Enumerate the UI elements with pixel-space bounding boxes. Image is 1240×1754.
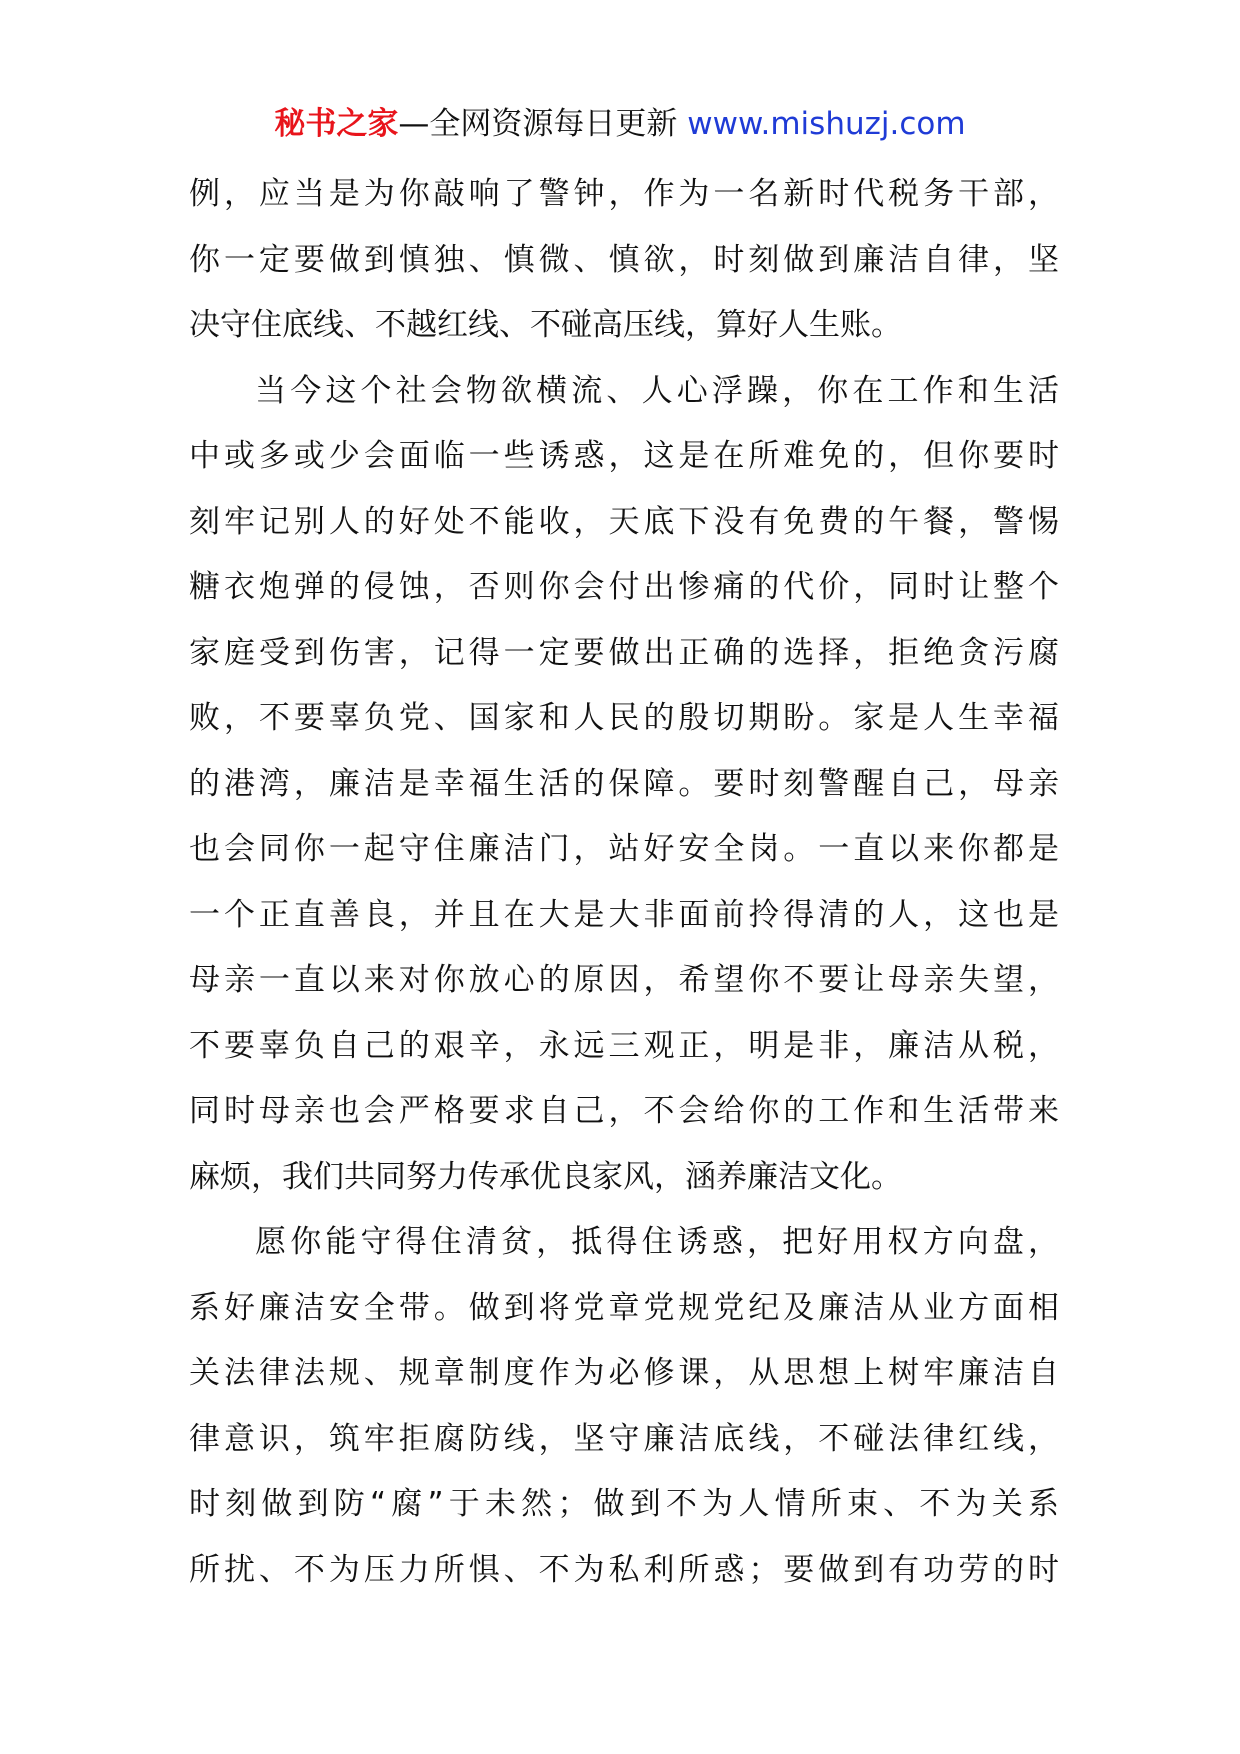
text-line: 也会同你一起守住廉洁门，站好安全岗。一直以来你都是 [189,831,1059,867]
text-line: 一个正直善良，并且在大是大非面前拎得清的人，这也是 [189,896,1059,933]
text-line: 母亲一直以来对你放心的原因，希望你不要让母亲失望， [189,962,1059,998]
text-line: 系好廉洁安全带。做到将党章党规党纪及廉洁从业方面相 [189,1289,1059,1326]
text-line: 的港湾，廉洁是幸福生活的保障。要时刻警醒自己，母亲 [189,765,1059,802]
text-line-content: 愿你能守得住清贫，抵得住诱惑，把好用权方向盘， [251,1224,1059,1260]
brand-name: 秘书之家 [274,106,399,142]
paragraph-3 [189,1210,1059,1603]
site-url[interactable]: www.mishuzj.com [687,106,966,142]
text-line: 所扰、不为压力所惧、不为私利所惑；要做到有功劳的时 [189,1551,1059,1588]
text-line: 家庭受到伤害，记得一定要做出正确的选择，拒绝贪污腐 [189,634,1059,671]
paragraph-1 [189,162,1059,359]
text-line: 同时母亲也会严格要求自己，不会给你的工作和生活带来 [189,1093,1059,1129]
text-line: 关法律法规、规章制度作为必修课，从思想上树牢廉洁自 [189,1355,1059,1391]
text-line: 麻烦，我们共同努力传承优良家风，涵养廉洁文化。 [189,1158,902,1195]
text-line: 不要辜负自己的艰辛，永远三观正，明是非，廉洁从税， [189,1027,1059,1064]
text-line-indented [189,1210,1059,1276]
text-line: 决守住底线、不越红线、不碰高压线，算好人生账。 [189,307,902,343]
text-line: 糖衣炮弹的侵蚀，否则你会付出惨痛的代价，同时让整个 [189,569,1059,605]
site-header [0,102,1240,146]
text-line: 刻牢记别人的好处不能收，天底下没有免费的午餐，警惕 [189,503,1059,540]
text-line-indented [189,359,1059,425]
text-line: 中或多或少会面临一些诱惑，这是在所难免的，但你要时 [189,438,1059,474]
text-line: 败，不要辜负党、国家和人民的殷切期盼。家是人生幸福 [189,700,1059,736]
text-line: 你一定要做到慎独、慎微、慎欲，时刻做到廉洁自律，坚 [189,241,1059,278]
text-line-content: 当今这个社会物欲横流、人心浮躁，你在工作和生活 [251,372,1059,409]
header-slogan: —全网资源每日更新 [398,106,688,142]
text-line: 时刻做到防“腐”于未然；做到不为人情所束、不为关系 [189,1486,1059,1522]
text-line: 律意识，筑牢拒腐防线，坚守廉洁底线，不碰法律红线， [189,1420,1059,1457]
text-line: 例，应当是为你敲响了警钟，作为一名新时代税务干部， [189,176,1059,212]
paragraph-2 [189,359,1059,1211]
document-body [189,162,1059,1603]
